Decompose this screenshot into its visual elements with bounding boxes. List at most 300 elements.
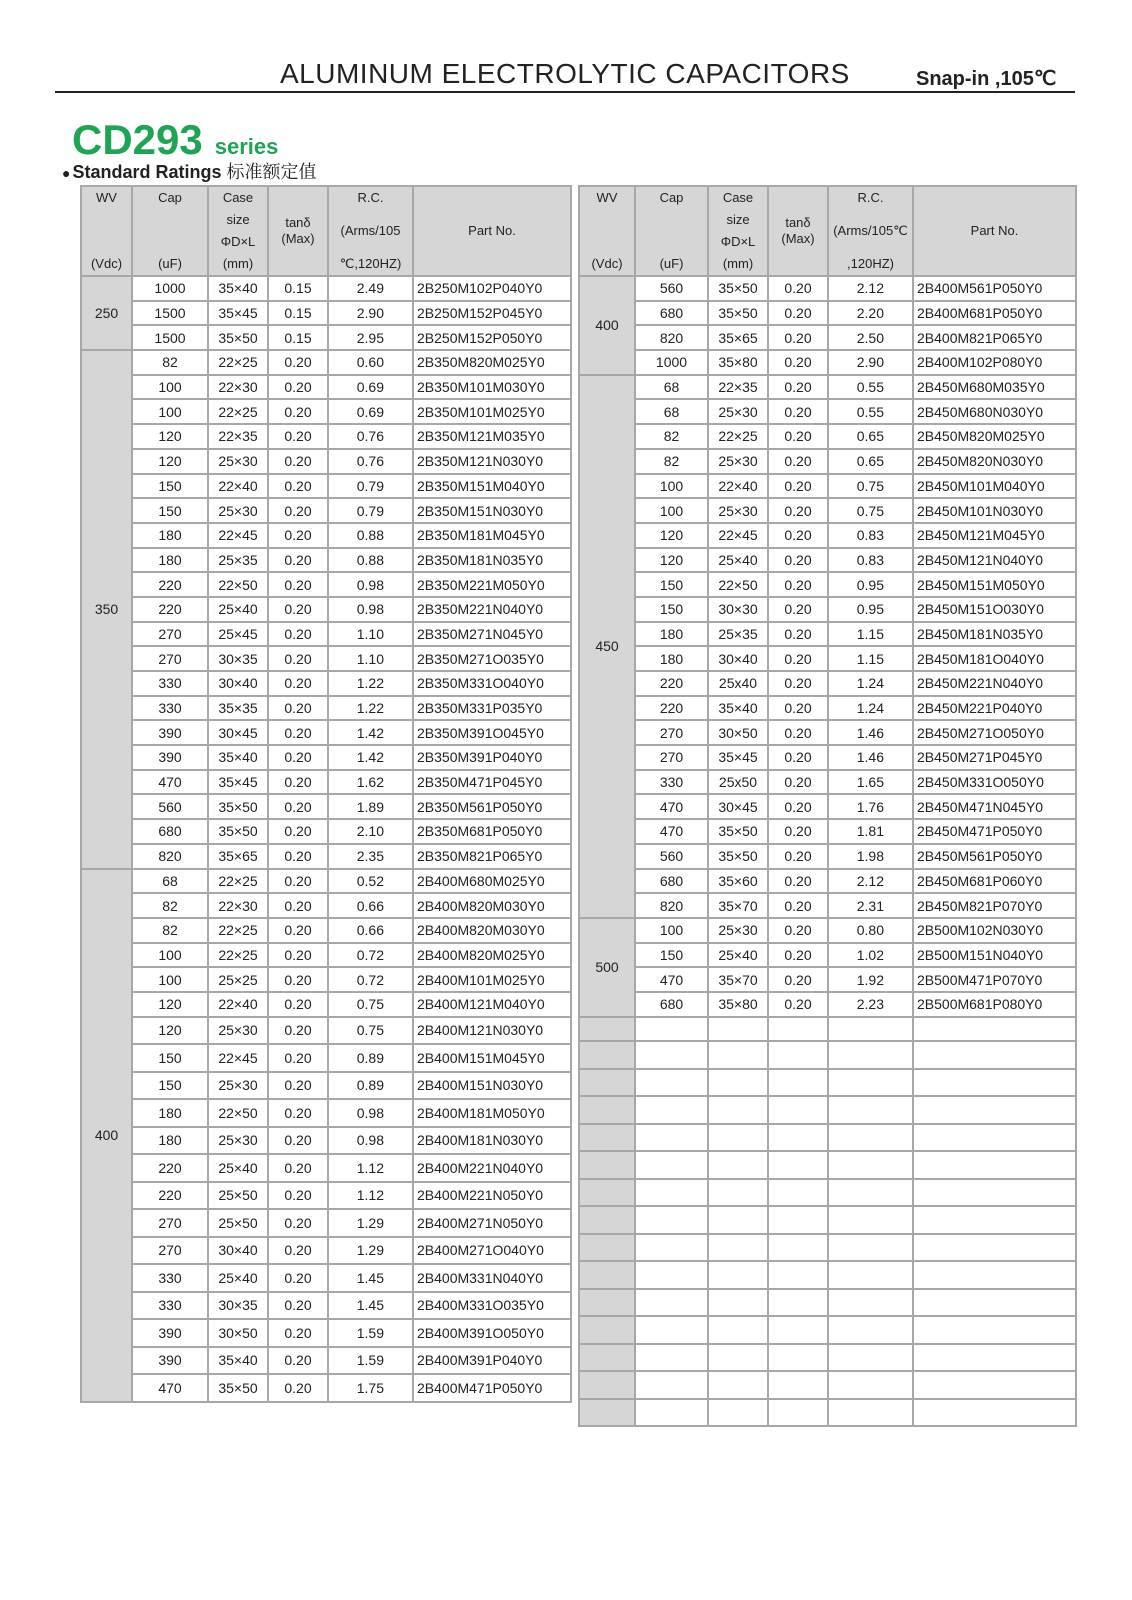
case-size-cell: 35×50 [708,301,768,326]
empty-cell [708,1179,768,1207]
table-row [579,918,1076,943]
rc-cell: 0.83 [828,548,913,573]
cap-cell: 1000 [132,276,208,301]
cap-cell: 150 [635,572,708,597]
tan-delta-cell: 0.20 [768,943,828,968]
rc-cell: 1.46 [828,745,913,770]
tan-delta-cell: 0.20 [268,548,328,573]
cap-cell: 150 [132,1072,208,1100]
case-size-cell: 35×60 [708,869,768,894]
table-row [81,1072,571,1100]
cap-cell: 180 [132,523,208,548]
empty-row [579,1206,1076,1234]
empty-cell [708,1041,768,1069]
rc-cell: 2.50 [828,325,913,350]
table-row [81,967,571,992]
empty-cell [708,1206,768,1234]
case-size-cell: 22×40 [208,992,268,1017]
empty-row [579,1371,1076,1399]
cap-cell: 68 [635,399,708,424]
case-size-cell: 22×50 [708,572,768,597]
cap-cell: 220 [132,1154,208,1182]
empty-row [579,1261,1076,1289]
case-size-cell: 25×25 [208,967,268,992]
table-row [579,399,1076,424]
part-no-cell: 2B250M152P050Y0 [413,325,571,350]
case-size-cell: 25x50 [708,770,768,795]
tan-delta-cell: 0.20 [268,449,328,474]
rc-cell: 2.90 [328,301,413,326]
tan-delta-cell: 0.20 [268,943,328,968]
case-size-cell: 30×50 [208,1319,268,1347]
table-row [81,646,571,671]
cap-cell: 100 [132,943,208,968]
tan-delta-cell: 0.20 [768,325,828,350]
empty-cell [635,1179,708,1207]
empty-cell [913,1371,1076,1399]
tan-delta-cell: 0.20 [268,918,328,943]
part-no-cell: 2B400M151M045Y0 [413,1044,571,1072]
empty-cell [913,1316,1076,1344]
tan-delta-cell: 0.20 [268,1319,328,1347]
empty-cell [768,1041,828,1069]
wv-cell: 400 [81,869,132,1402]
tan-delta-cell: 0.20 [768,276,828,301]
table-row [81,424,571,449]
empty-cell [708,1261,768,1289]
cap-cell: 330 [132,671,208,696]
empty-cell [913,1069,1076,1097]
table-row [81,449,571,474]
case-size-cell: 25×30 [208,498,268,523]
case-size-cell: 25x40 [708,671,768,696]
header-case-size-stack [209,188,267,274]
empty-cell [635,1344,708,1372]
case-size-cell: 35×70 [708,967,768,992]
part-no-cell: 2B450M121N040Y0 [913,548,1076,573]
part-no-cell: 2B350M331O040Y0 [413,671,571,696]
case-size-cell: 22×40 [708,474,768,499]
rc-cell: 2.20 [828,301,913,326]
case-size-cell: 22×40 [208,474,268,499]
tan-delta-cell: 0.20 [768,844,828,869]
case-size-cell: 25×50 [208,1209,268,1237]
table-row [81,276,571,301]
header-tan-delta [768,186,828,276]
rc-cell: 1.59 [328,1319,413,1347]
part-no-cell: 2B350M471P045Y0 [413,770,571,795]
part-no-cell: 2B350M391O045Y0 [413,720,571,745]
empty-cell [635,1151,708,1179]
cap-cell: 560 [635,276,708,301]
tan-delta-cell: 0.20 [268,1209,328,1237]
part-no-cell: 2B350M181M045Y0 [413,523,571,548]
header-part-no-stack [914,188,1075,274]
header-tan-delta-line: (Max) [781,231,815,246]
tan-delta-cell: 0.20 [268,1237,328,1265]
header-cap [132,186,208,276]
wv-cell: 250 [81,276,132,350]
case-size-cell: 22×35 [208,424,268,449]
header-part-no [413,186,571,276]
empty-cell [635,1206,708,1234]
empty-cell [913,1179,1076,1207]
table-row [81,1099,571,1127]
header-rc [828,186,913,276]
cap-cell: 560 [132,794,208,819]
rc-cell: 1.12 [328,1182,413,1210]
case-size-cell: 35×65 [708,325,768,350]
rc-cell: 0.98 [328,597,413,622]
case-size-cell: 25×30 [208,449,268,474]
part-no-cell: 2B500M471P070Y0 [913,967,1076,992]
rc-cell: 1.24 [828,671,913,696]
empty-cell [828,1261,913,1289]
empty-row [579,1234,1076,1262]
header-cap-line: Cap [659,190,684,205]
empty-cell [913,1289,1076,1317]
rc-cell: 1.65 [828,770,913,795]
tan-delta-cell: 0.20 [768,399,828,424]
part-no-cell: 2B400M681P050Y0 [913,301,1076,326]
table-row [81,350,571,375]
rc-cell: 1.46 [828,720,913,745]
tan-delta-cell: 0.20 [768,597,828,622]
case-size-cell: 22×25 [208,869,268,894]
rc-cell: 1.45 [328,1264,413,1292]
tan-delta-cell: 0.20 [768,548,828,573]
tan-delta-cell: 0.20 [768,992,828,1017]
case-size-cell: 25×40 [208,1264,268,1292]
rc-cell: 2.90 [828,350,913,375]
part-no-cell: 2B350M561P050Y0 [413,794,571,819]
case-size-cell: 35×80 [708,992,768,1017]
rc-cell: 0.75 [328,1017,413,1045]
cap-cell: 68 [635,375,708,400]
table-row [579,325,1076,350]
empty-cell [828,1151,913,1179]
section-label: Standard Ratings [72,162,222,182]
tan-delta-cell: 0.20 [768,646,828,671]
part-no-cell: 2B450M181O040Y0 [913,646,1076,671]
cap-cell: 82 [635,424,708,449]
wv-cell: 450 [579,375,635,918]
cap-cell: 270 [132,622,208,647]
table-row [579,794,1076,819]
empty-cell [913,1234,1076,1262]
cap-cell: 470 [635,967,708,992]
cap-cell: 180 [635,646,708,671]
table-row [579,720,1076,745]
case-size-cell: 35×50 [708,844,768,869]
cap-cell: 120 [635,548,708,573]
case-size-cell: 22×30 [208,893,268,918]
table-row [81,819,571,844]
header-rc-stack [829,188,912,274]
table-row [81,696,571,721]
rc-cell: 1.62 [328,770,413,795]
tan-delta-cell: 0.20 [268,1182,328,1210]
table-row [579,893,1076,918]
rc-cell: 1.02 [828,943,913,968]
empty-cell [913,1399,1076,1427]
case-size-cell: 25×30 [708,399,768,424]
table-row [579,943,1076,968]
case-size-cell: 35×45 [208,301,268,326]
part-no-cell: 2B450M121M045Y0 [913,523,1076,548]
part-no-cell: 2B450M680M035Y0 [913,375,1076,400]
table-row [579,449,1076,474]
header-tan-delta-stack [769,188,827,274]
series-heading [72,116,278,164]
empty-cell [579,1316,635,1344]
empty-row [579,1344,1076,1372]
document-title: ALUMINUM ELECTROLYTIC CAPACITORS [280,58,850,89]
tan-delta-cell: 0.20 [268,1127,328,1155]
empty-cell [635,1371,708,1399]
header-case-size-line: size [226,212,250,227]
rc-cell: 0.79 [328,498,413,523]
part-no-cell: 2B400M181N030Y0 [413,1127,571,1155]
part-no-cell: 2B400M820M030Y0 [413,918,571,943]
empty-cell [828,1234,913,1262]
empty-cell [828,1316,913,1344]
table-row [579,424,1076,449]
case-size-cell: 22×45 [208,523,268,548]
cap-cell: 330 [132,1264,208,1292]
table-row [81,992,571,1017]
header-row [81,186,571,276]
part-no-cell: 2B350M821P065Y0 [413,844,571,869]
case-size-cell: 25×30 [208,1017,268,1045]
table-row [579,770,1076,795]
rc-cell: 0.66 [328,893,413,918]
empty-cell [579,1371,635,1399]
part-no-cell: 2B400M221N050Y0 [413,1182,571,1210]
header-wv [81,186,132,276]
empty-cell [913,1151,1076,1179]
tan-delta-cell: 0.20 [268,622,328,647]
part-no-cell: 2B400M821P065Y0 [913,325,1076,350]
header-cap-line: (uF) [158,256,182,271]
rc-cell: 0.98 [328,572,413,597]
empty-cell [579,1234,635,1262]
part-no-cell: 2B400M331N040Y0 [413,1264,571,1292]
table-row [81,1182,571,1210]
tan-delta-cell: 0.20 [268,992,328,1017]
tan-delta-cell: 0.20 [268,869,328,894]
empty-cell [579,1261,635,1289]
cap-cell: 150 [132,474,208,499]
part-no-cell: 2B450M151O030Y0 [913,597,1076,622]
rc-cell: 2.12 [828,869,913,894]
part-no-cell: 2B350M271O035Y0 [413,646,571,671]
rc-cell: 1.24 [828,696,913,721]
tan-delta-cell: 0.20 [268,424,328,449]
table-row [579,696,1076,721]
case-size-cell: 22×50 [208,572,268,597]
empty-cell [579,1017,635,1042]
tan-delta-cell: 0.20 [268,498,328,523]
rc-cell: 0.76 [328,424,413,449]
case-size-cell: 22×50 [208,1099,268,1127]
table-row [81,375,571,400]
table-row [579,498,1076,523]
header-rule [55,91,1075,93]
rc-cell: 0.65 [828,424,913,449]
cap-cell: 1500 [132,301,208,326]
table-row [81,1154,571,1182]
case-size-cell: 25×50 [208,1182,268,1210]
rc-cell: 0.75 [828,474,913,499]
empty-cell [708,1017,768,1042]
table-row [579,597,1076,622]
case-size-cell: 35×50 [208,819,268,844]
part-no-cell: 2B400M101M025Y0 [413,967,571,992]
tan-delta-cell: 0.20 [768,523,828,548]
rc-cell: 1.42 [328,720,413,745]
tan-delta-cell: 0.20 [268,375,328,400]
case-size-cell: 25×30 [208,1072,268,1100]
cap-cell: 680 [635,992,708,1017]
header-part-no-line: Part No. [468,223,516,238]
cap-cell: 270 [132,1209,208,1237]
case-size-cell: 22×30 [208,375,268,400]
table-row [81,745,571,770]
case-size-cell: 22×25 [708,424,768,449]
cap-cell: 270 [132,646,208,671]
tan-delta-cell: 0.20 [268,844,328,869]
rc-cell: 1.92 [828,967,913,992]
tan-delta-cell: 0.20 [268,1374,328,1402]
case-size-cell: 35×50 [208,325,268,350]
header-rc-line: R.C. [857,190,884,205]
part-no-cell: 2B450M271P045Y0 [913,745,1076,770]
header-wv-stack [82,188,131,274]
part-no-cell: 2B450M221P040Y0 [913,696,1076,721]
part-no-cell: 2B250M152P045Y0 [413,301,571,326]
rc-cell: 0.75 [828,498,913,523]
table-row [579,992,1076,1017]
empty-cell [579,1124,635,1152]
table-row [81,325,571,350]
empty-cell [828,1017,913,1042]
empty-cell [708,1234,768,1262]
cap-cell: 680 [635,301,708,326]
cap-cell: 180 [132,1099,208,1127]
part-no-cell: 2B350M331P035Y0 [413,696,571,721]
empty-cell [708,1371,768,1399]
tan-delta-cell: 0.20 [268,1044,328,1072]
empty-cell [913,1344,1076,1372]
table-row [579,375,1076,400]
rc-cell: 1.22 [328,696,413,721]
tan-delta-cell: 0.20 [268,646,328,671]
table-row [579,276,1076,301]
table-row [81,1127,571,1155]
case-size-cell: 35×50 [208,1374,268,1402]
empty-cell [708,1151,768,1179]
empty-cell [579,1151,635,1179]
header-rc-line: (Arms/105 [340,223,401,238]
part-no-cell: 2B400M271O040Y0 [413,1237,571,1265]
case-size-cell: 35×50 [708,819,768,844]
rc-cell: 0.60 [328,350,413,375]
empty-row [579,1399,1076,1427]
part-no-cell: 2B450M820M025Y0 [913,424,1076,449]
header-part-no-stack [414,188,570,274]
part-no-cell: 2B450M101N030Y0 [913,498,1076,523]
case-size-cell: 30×30 [708,597,768,622]
rc-cell: 0.55 [828,399,913,424]
header-case-size [208,186,268,276]
part-no-cell: 2B350M221M050Y0 [413,572,571,597]
tan-delta-cell: 0.20 [268,819,328,844]
tan-delta-cell: 0.20 [768,967,828,992]
rc-cell: 0.88 [328,548,413,573]
part-no-cell: 2B400M181M050Y0 [413,1099,571,1127]
cap-cell: 100 [132,375,208,400]
empty-cell [828,1041,913,1069]
rc-cell: 1.10 [328,646,413,671]
empty-cell [708,1124,768,1152]
case-size-cell: 35×80 [708,350,768,375]
part-no-cell: 2B450M151M050Y0 [913,572,1076,597]
cap-cell: 220 [132,1182,208,1210]
empty-row [579,1124,1076,1152]
rc-cell: 1.45 [328,1292,413,1320]
tan-delta-cell: 0.20 [268,1264,328,1292]
part-no-cell: 2B500M102N030Y0 [913,918,1076,943]
part-no-cell: 2B350M151M040Y0 [413,474,571,499]
part-no-cell: 2B400M680M025Y0 [413,869,571,894]
table-row [81,1347,571,1375]
case-size-cell: 30×45 [208,720,268,745]
tan-delta-cell: 0.20 [268,770,328,795]
empty-cell [708,1344,768,1372]
tan-delta-cell: 0.15 [268,301,328,326]
part-no-cell: 2B400M820M030Y0 [413,893,571,918]
case-size-cell: 25×40 [708,943,768,968]
table-row [81,943,571,968]
part-no-cell: 2B350M121M035Y0 [413,424,571,449]
header-wv-line: WV [596,190,618,205]
header-rc-line: R.C. [357,190,384,205]
header-rc [328,186,413,276]
header-rc-line: ,120HZ) [847,256,894,271]
empty-cell [768,1316,828,1344]
cap-cell: 150 [132,498,208,523]
empty-cell [768,1289,828,1317]
header-case-size-stack [709,188,767,274]
empty-cell [579,1289,635,1317]
cap-cell: 180 [132,548,208,573]
rc-cell: 0.88 [328,523,413,548]
empty-row [579,1151,1076,1179]
part-no-cell: 2B450M681P060Y0 [913,869,1076,894]
header-cap-line: (uF) [659,256,684,271]
empty-cell [828,1069,913,1097]
cap-cell: 100 [635,498,708,523]
tan-delta-cell: 0.20 [268,671,328,696]
rc-cell: 0.69 [328,399,413,424]
cap-cell: 82 [132,918,208,943]
case-size-cell: 22×35 [708,375,768,400]
tan-delta-cell: 0.20 [768,622,828,647]
header-cap-stack [636,188,707,274]
empty-cell [913,1096,1076,1124]
part-no-cell: 2B400M561P050Y0 [913,276,1076,301]
